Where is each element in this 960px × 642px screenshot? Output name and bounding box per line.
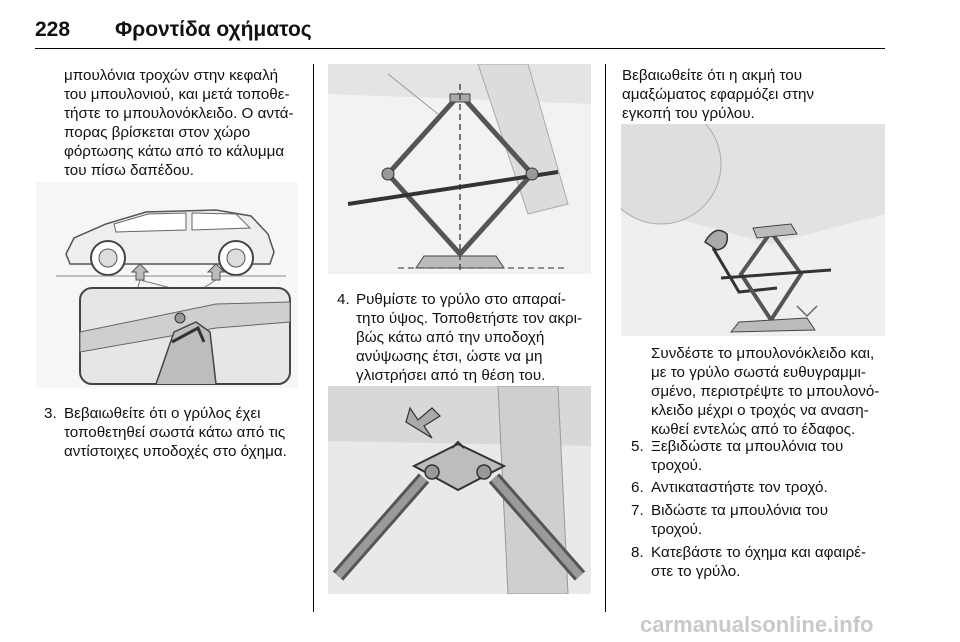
step-8-text: Κατεβάστε το όχημα και αφαιρέ- στε το γρύλο.: [651, 544, 867, 580]
step-7-number: 7.: [631, 502, 644, 519]
step-7-text: Βιδώστε τα μπουλόνια του τροχού.: [651, 502, 829, 538]
step-3-text: Βεβαιωθείτε ότι ο γρύλος έχει τοποθετηθεί σωστά κάτω από τις αντίστοιχες υποδοχές στο όχημα.: [64, 405, 287, 460]
page-header: [35, 14, 885, 48]
car-jacking-points-figure: [36, 182, 298, 388]
jack-head-closeup-figure: [328, 386, 591, 594]
connect-wrench-text: Συνδέστε το μπουλονόκλειδο και, με το γρύλο σωστά ευθυγραμμι- σμένο, περιστρέψτε το μπουλονό- κλειδο μέχρι ο τροχός να αναση- κωθεί εντελώς από το έδαφος.: [651, 345, 880, 438]
step-3-number: 3.: [44, 405, 57, 422]
jack-lifting-figure: [621, 124, 885, 336]
header-divider: [35, 48, 885, 49]
step-6-text: Αντικαταστήστε τον τροχό.: [651, 479, 828, 496]
col3-intro-text: Βεβαιωθείτε ότι η ακμή του αμαξώματος εφαρμόζει στην εγκοπή του γρύλου.: [622, 67, 814, 122]
column-divider-1: [313, 64, 314, 612]
step-4-text: Ρυθμίστε το γρύλο στο απαραί- τητο ύψος. Τοποθετήστε τον ακρι- βώς κάτω από την υποδοχή ανύψωσης έτσι, ώστε να μη γλιστρήσει από τη θέση του.: [356, 291, 583, 384]
step-8-number: 8.: [631, 544, 644, 561]
page-number: 228: [35, 18, 71, 41]
step-5-number: 5.: [631, 438, 644, 455]
page-title: Φροντίδα οχήματος: [115, 18, 312, 41]
step-6-number: 6.: [631, 479, 644, 496]
step-5-text: Ξεβιδώστε τα μπουλόνια του τροχού.: [651, 438, 844, 474]
col1-intro-text: μπουλόνια τροχών στην κεφαλή του μπουλονιού, και μετά τοποθε- τήστε το μπουλονόκλειδο. Ο αντά- πορας βρίσκεται στον χώρο φόρτωσης κάτω από το κάλυμμα του πίσω δαπέδου.: [64, 67, 294, 179]
column-divider-2: [605, 64, 606, 612]
footer-watermark: carmanualsonline.info: [640, 612, 874, 637]
step-4-number: 4.: [337, 291, 350, 308]
scissor-jack-figure: [328, 64, 591, 274]
